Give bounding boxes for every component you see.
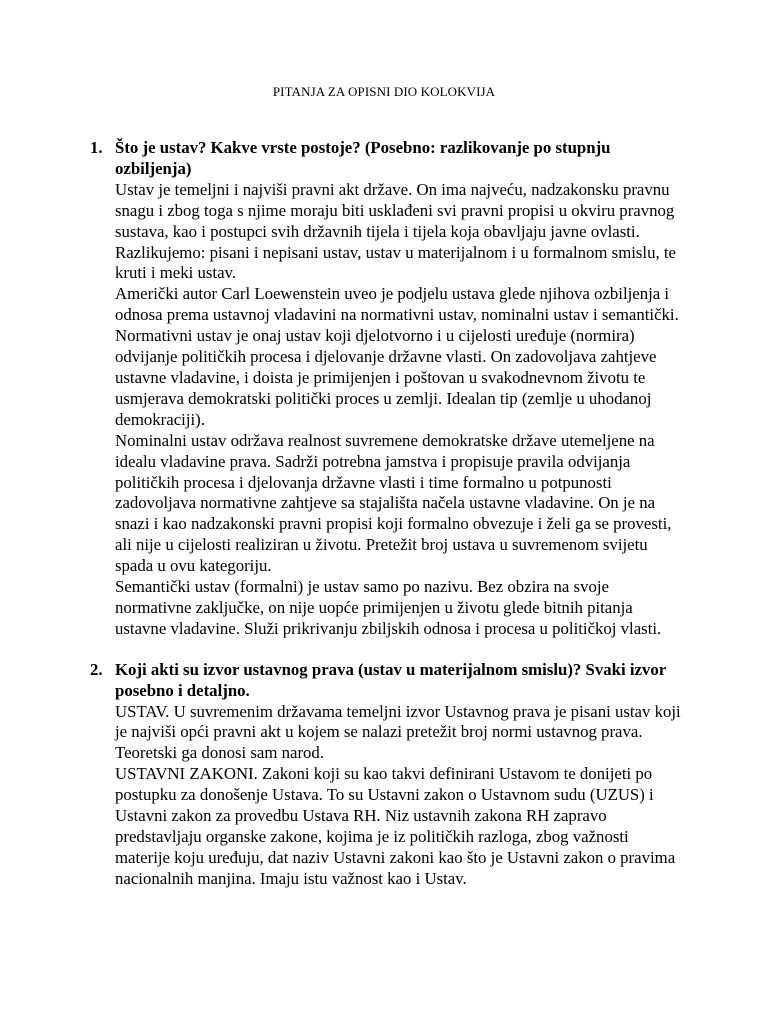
question-number: 2. (90, 659, 103, 679)
answer-paragraph: Semantički ustav (formalni) je ustav samo po nazivu. Bez obzira na svoje normativne zaključke, on nije uopće primijenjen u životu glede bitnih pitanja ustavne vladavine. Služi prikrivanju zbiljskih odnosa i procesa u političkoj vlasti. (115, 577, 662, 638)
answer-paragraph: Normativni ustav je onaj ustav koji djelotvorno i u cijelosti uređuje (normira) odvijanje političkih procesa i djelovanje državne vlasti. On zadovoljava zahtjeve ustavne vladavine, i doista je primijenjen i poštovan u svakodnevnom životu te usmjerava demokratski politički proces u zemlji. Idealan tip (zemlje u uhodanoj demokraciji). (115, 326, 657, 429)
document-title: PITANJA ZA OPISNI DIO KOLOKVIJA (272, 84, 496, 99)
question-1 (88, 138, 684, 640)
answer-paragraph: Nominalni ustav održava realnost suvremene demokratske države utemeljene na idealu vladavine prava. Sadrži potrebna jamstva i propisuje pravila odvijanja političkih procesa i djelovanja državne vlasti i time formalno u potpunosti zadovoljava normativne zahtjeve sa stajališta načela ustavne vladavine. On je na snazi i kao nadzakonski pravni propisi koji formalno obvezuje i želi ga se provesti, ali nije u cijelosti realiziran u životu. Pretežit broj ustava u suvremenom svijetu spada u ovu kategoriju. (115, 430, 672, 576)
question-list (88, 138, 684, 890)
answer-paragraph: USTAV. U suvremenim državama temeljni izvor Ustavnog prava je pisani ustav koji je najviši opći pravni akt u kojem se nalazi pretežit broj normi ustavnog prava. Teoretski ga donosi sam narod. (115, 701, 681, 763)
answer-paragraph: Ustav je temeljni i najviši pravni akt države. On ima najveću, nadzakonsku pravnu snagu i zbog toga s njime moraju biti usklađeni svi pravni propisi u okviru pravnog sustava, kao i postupci svih državnih tijela i tijela koja obavljaju javne ovlasti. Razlikujemo: pisani i nepisani ustav, ustav u materijalnom i u formalnom smislu, te kruti i meki ustav. (115, 179, 676, 283)
question-title: Što je ustav? Kakve vrste postoje? (Posebno: razlikovanje po stupnju ozbiljenja) (115, 138, 611, 178)
answer-paragraph: Američki autor Carl Loewenstein uveo je podjelu ustava glede njihova ozbiljenja i odnosa prema ustavnoj vladavini na normativni ustav, nominalni ustav i semantički. (115, 284, 679, 325)
answer-paragraph: USTAVNI ZAKONI. Zakoni koji su kao takvi definirani Ustavom te donijeti po postupku za donošenje Ustava. To su Ustavni zakon o Ustavnom sudu (UZUS) i Ustavni zakon za provedbu Ustava RH. Niz ustavnih zakona RH zapravo predstavljaju organske zakone, kojima je iz političkih razloga, zbog važnosti materije koju uređuju, dat naziv Ustavni zakoni kao što je Ustavni zakon o pravima nacionalnih manjina. Imaju istu važnost kao i Ustav. (115, 764, 676, 888)
question-2 (88, 660, 684, 890)
question-number: 1. (90, 138, 103, 157)
question-title: Koji akti su izvor ustavnog prava (ustav u materijalnom smislu)? Svaki izvor posebno i detaljno. (115, 659, 666, 700)
